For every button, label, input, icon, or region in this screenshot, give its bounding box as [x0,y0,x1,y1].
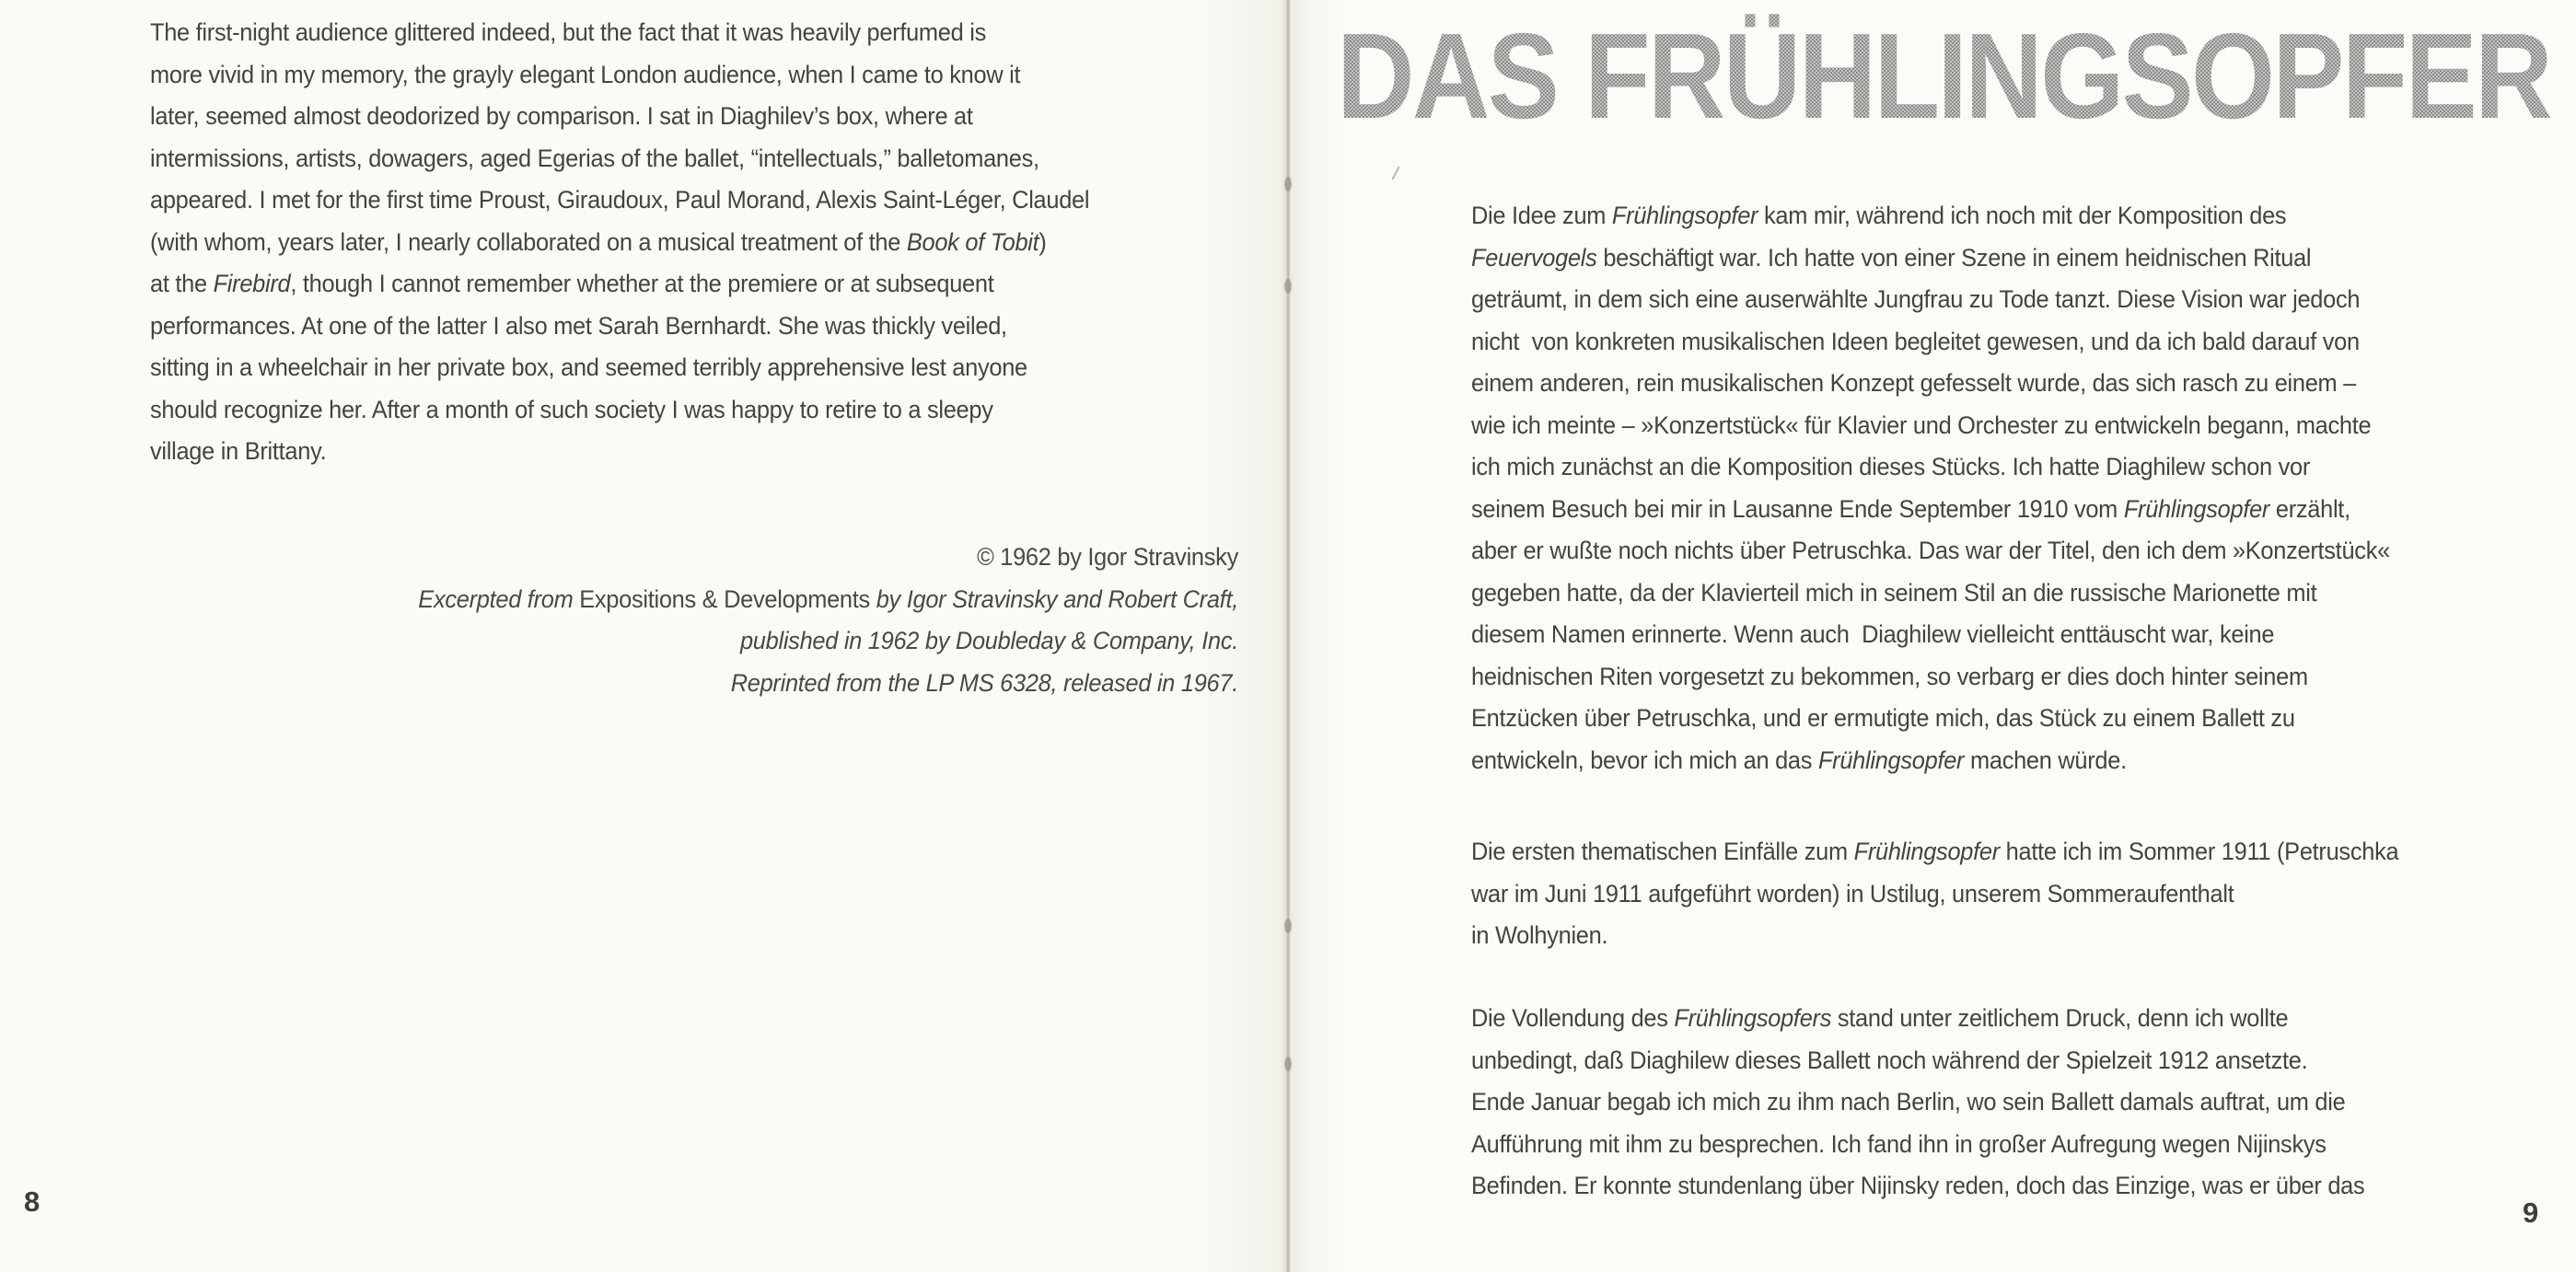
english-excerpt-paragraph: The first-night audience glittered indeed, but the fact that it was heavily perfumed is more vivid in my memory, the grayly elegant London audience, when I came to know it later, seemed almost deodorized by comparison. I sat in Diaghilev’s box, where at intermissions, artists, dowagers, aged Egerias of the ballet, “intellectuals,” balletomanes, appeared. I met for the first time Proust, Giraudoux, Paul Morand, Alexis Saint-Léger, Claudel (with whom, years later, I nearly collaborated on a musical treatment of the Book of Tobit) at the Firebird, though I cannot remember whether at the premiere or at subsequent performances. At one of the latter I also met Sarah Bernhardt. She was thickly veiled, sitting in a wheelchair in her private box, and seemed terribly apprehensive lest anyone should recognize her. After a month of such society I was happy to retire to a sleepy village in Brittany. [150,18,1090,465]
german-paragraph-1: Die Idee zum Frühlingsopfer kam mir, während ich noch mit der Komposition des Feuervogels beschäftigt war. Ich hatte von einer Szene in einem heidnischen Ritual geträumt, in dem sich eine auserwählte Jungfrau zu Tode tanzt. Diese Vision war jedoch nicht von konkreten musikalischen Ideen begleitet gewesen, und da ich bald darauf von einem anderen, rein musikalischen Konzept gefesselt wurde, das sich rasch zu einem – wie ich meinte – »Konzertstück« für Klavier und Orchester zu entwickeln begann, machte ich mich zunächst an die Komposition dieses Stücks. Ich hatte Diaghilew schon vor seinem Besuch bei mir in Lausanne Ende September 1910 vom Frühlingsopfer erzählt, aber er wußte noch nichts über Petruschka. Das war der Titel, den ich dem »Konzertstück« gegeben hatte, da der Klavierteil mich in seinem Stil an die russische Marionette mit diesem Namen erinnerte. Wenn auch Diaghilew vielleicht enttäuscht war, keine heidnischen Riten vorgesetzt zu bekommen, so verbarg er dies doch hinter seinem Entzücken über Petruschka, und er ermutigte mich, das Stück zu einem Ballett zu entwickeln, bevor ich mich an das Frühlingsopfer machen würde. [1471,202,2390,774]
page-number-right: 9 [2523,1197,2539,1229]
center-fold [1286,0,1291,1272]
german-paragraph-2: Die ersten thematischen Einfälle zum Frühlingsopfer hatte ich im Sommer 1911 (Petruschka war im Juni 1911 aufgeführt worden) in Ustilug, unserem Sommeraufenthalt in Wolhynien. [1471,838,2399,949]
german-paragraph-3: Die Vollendung des Frühlingsopfers stand unter zeitlichem Druck, denn ich wollte unbedingt, daß Diaghilew dieses Ballett noch während der Spielzeit 1912 ansetzte. Ende Januar begab ich mich zu ihm nach Berlin, wo sein Ballett damals auftrat, um die Aufführung mit ihm zu besprechen. Ich fand ihn in großer Aufregung wegen Nijinskys Befinden. Er konnte stundenlang über Nijinsky reden, doch das Einzige, was er über das [1471,1004,2365,1199]
fold-stitch-mark [1284,919,1292,933]
attribution-block: © 1962 by Igor Stravinsky Excerpted from Expositions & Developments by Igor Stravinsky and Robert Craft, published in 1962 by Doubleday & Company, Inc. Reprinted from the LP MS 6328, released in 1967. [418,543,1238,697]
page-heading-art [1335,0,2576,144]
fold-stitch-mark [1284,1057,1292,1071]
fold-stitch-mark [1284,279,1292,294]
fold-stitch-mark [1284,177,1292,191]
page-title: DAS FRÜHLINGSOPFER [1337,8,2551,144]
page-number-left: 8 [24,1185,41,1218]
